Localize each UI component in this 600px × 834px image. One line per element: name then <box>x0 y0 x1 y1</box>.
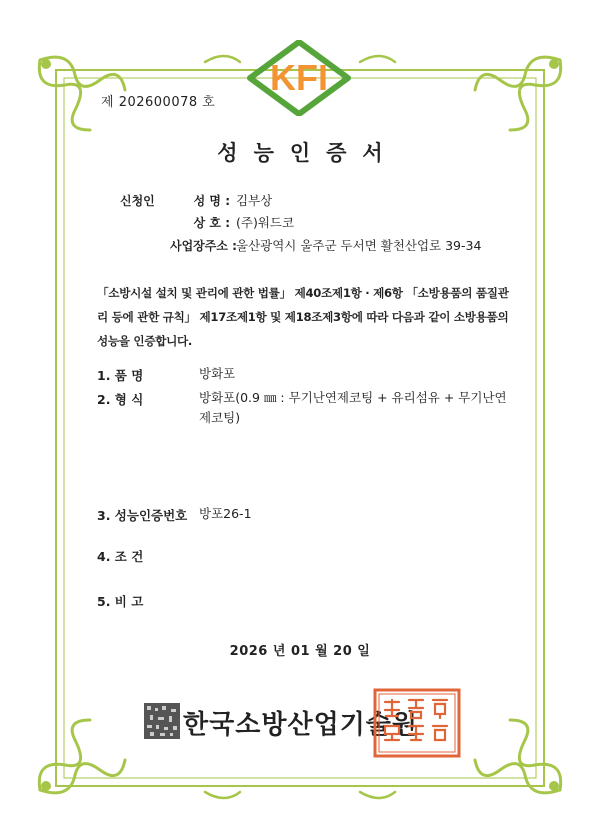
page-title: 성능인증서 <box>217 141 399 165</box>
applicant-label: 신청인 <box>120 194 155 208</box>
item-condition-label: 4. 조 건 <box>97 549 144 564</box>
item-cert-no-label: 3. 성능인증번호 <box>97 508 188 523</box>
kfi-logo <box>244 40 354 116</box>
item-remarks-label: 5. 비 고 <box>97 594 144 609</box>
name-value: 김부상 <box>236 193 273 208</box>
svg-text:KFI: KFI <box>270 57 328 98</box>
issue-date: 2026 년 01 월 20 일 <box>229 644 371 659</box>
certification-statement: 「소방시설 설치 및 관리에 관한 법률」 제40조제1항 · 제6항 「소방용품의 품질관리 등에 관한 규칙」 제17조제1항 및 제18조제3항에 따라 다음과 같이 소방용품의 성능을 인증합니다. <box>97 286 509 348</box>
qr-code-icon <box>144 703 180 739</box>
item-type-label: 2. 형 식 <box>97 392 144 407</box>
item-cert-no-value: 방포26-1 <box>199 506 252 521</box>
serial-number: 제 202600078 호 <box>101 95 216 110</box>
name-label: 성 명 : <box>193 194 230 208</box>
item-type-value: 방화포(0.9 ㎜ : 무기난연제코팅 + 유리섬유 + 무기난연제코팅) <box>199 390 507 425</box>
address-label: 사업장주소 : <box>170 239 237 253</box>
address-value: 울산광역시 울주군 두서면 활천산업로 39-34 <box>236 238 482 253</box>
company-label: 상 호 : <box>193 216 230 230</box>
company-value: (주)워드코 <box>236 215 295 230</box>
item-product-label: 1. 품 명 <box>97 368 144 383</box>
official-seal <box>373 688 461 758</box>
item-product-value: 방화포 <box>199 366 236 381</box>
issuer-name: 한국소방산업기술원 <box>183 710 419 740</box>
